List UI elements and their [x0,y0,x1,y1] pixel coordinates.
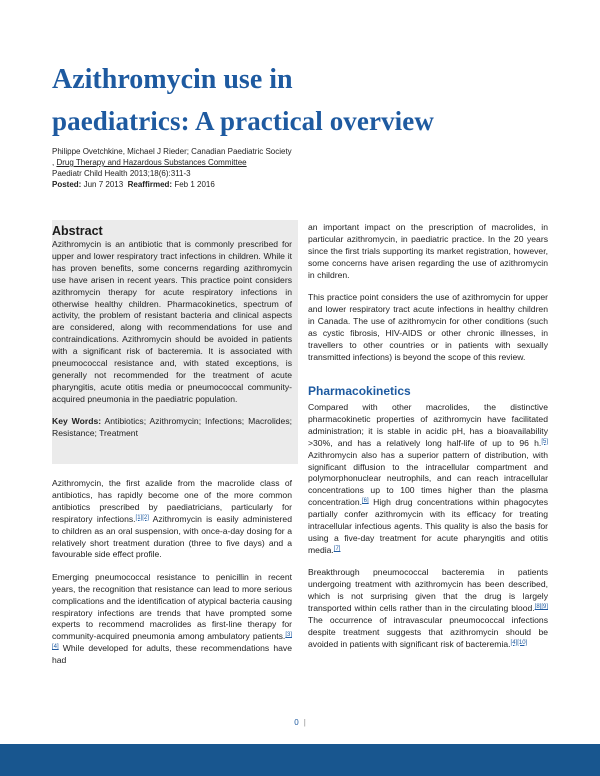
page-number: 0 [294,718,299,727]
committee-line: , Drug Therapy and Hazardous Substances Committee [52,158,247,167]
ref-link[interactable]: [1][2] [135,514,149,521]
ref-link[interactable]: [5] [541,438,548,445]
dates: Posted: Jun 7 2013 Reaffirmed: Feb 1 2016 [52,180,215,189]
ref-link[interactable]: [8][9] [534,604,548,610]
ref-link[interactable]: [4][10] [510,639,528,646]
authors: Philippe Ovetchkine, Michael J Rieder; Canadian Paediatric Society [52,147,292,156]
page-title: paediatrics: A practical overview [52,106,434,136]
right-column-top [308,222,548,374]
ref-link[interactable]: [7] [333,545,341,552]
ref-link[interactable]: [6] [361,498,369,505]
page-footer [0,718,600,727]
section-heading-pharmacokinetics: Pharmacokinetics [308,384,411,398]
left-paragraph-2: Emerging pneumococcal resistance to penicillin in recent years, the recognition that resistance can lead to more serious complications and the identification of atypical bacteria causing respiratory infections are trends that have prompted some experts to recommend macrolides as first-line therapy for community-acquired pneumonia among ambulatory patients.[3][4] While developed for adults, these recommendations have had [52,571,292,666]
footer-separator: | [303,718,306,727]
abstract-text: Azithromycin is an antibiotic that is commonly prescribed for upper and lower respiratory tract infections in children. While it has proven benefits, some concerns regarding azithromycin use have arisen in recent years. This practice point considers azithromycin therapy for acute respiratory infections in otherwise healthy children. Pharmacokinetics, spectrum of activity, the problem of resistant bacteria and clinical aspects are considered, along with recommendations for use and contraindications. Azithromycin should be avoided in patients with a significant risk of bacteremia. It is associated with pneumococcal resistance and, with stated exceptions, is generally not recommended for the treatment of acute pharyngitis, acute otitis media or pneumococcal community-acquired pneumonia in the paediatric population. [52,239,292,404]
abstract-body [52,239,292,451]
ref-link[interactable]: [3][4] [52,632,292,651]
right-column-bottom [308,402,548,661]
right-paragraph-2: This practice point considers the use of azithromycin for upper and lower respiratory tract acute infections in healthy children in Canada. The use of azithromycin for other conditions (such as cystic fibrosis, HIV-AIDS or other chronic illnesses, in travellers to other countries or in patients with sexually transmitted infections) is beyond the scope of this review. [308,292,548,362]
right-paragraph-1: an important impact on the prescription of macrolides, in particular azithromycin, in paediatric practice. In the 20 years since the first trials supporting its market registration, however, some concerns have arisen regarding the use of azithromycin in children. [308,222,548,280]
left-column [52,478,292,678]
right-paragraph-3: Compared with other macrolides, the distinctive pharmacokinetic properties of azithromycin have facilitated administration; it is stable in acidic pH, has a bioavailability >30%, and has a relatively long half-life of up to 96 h.[5] Azithromycin also has a superior pattern of distribution, with significant diffusion to the intracellular compartment and polymorphonuclear neutrophils, and can reach intracellular concentrations up to 100 times higher than the plasma concentration.[6] High drug concentrations within phagocytes partially confer azithromycin with its efficacy for treating intracellular infectious agents. This quality is also the basis for using a five-day treatment for acute pharyngitis and otitis media.[7] [308,402,548,555]
left-paragraph-1: Azithromycin, the first azalide from the macrolide class of antibiotics, has rapidly become one of the more common antibiotics prescribed by paediatricians, particularly for respiratory infections.[1][2] Azithromycin is easily administered to children as an oral suspension, with once-a-day dosing for a relatively short treatment duration (three to five days) and a favourable side effect profile. [52,478,292,560]
journal-citation: Paediatr Child Health 2013;18(6):311-3 [52,169,191,178]
keywords: Key Words: Antibiotics; Azithromycin; Infections; Macrolides; Resistance; Treatment [52,416,293,439]
right-paragraph-4: Breakthrough pneumococcal bacteremia in patients undergoing treatment with azithromycin has been described, which is not surprising given that the drug is largely transported within cells rather than in the circulating blood.[8][9] The occurrence of intravascular pneumococcal infections despite treatment suggests that azithromycin should be avoided in patients with significant risk of bacteremia.[4][10] [308,567,548,649]
footer-bar [0,744,600,776]
committee-link[interactable]: Drug Therapy and Hazardous Substances Committee [56,158,247,167]
abstract-heading: Abstract [52,224,103,238]
title-line1-clipped: Azithromycin use in [52,64,293,95]
